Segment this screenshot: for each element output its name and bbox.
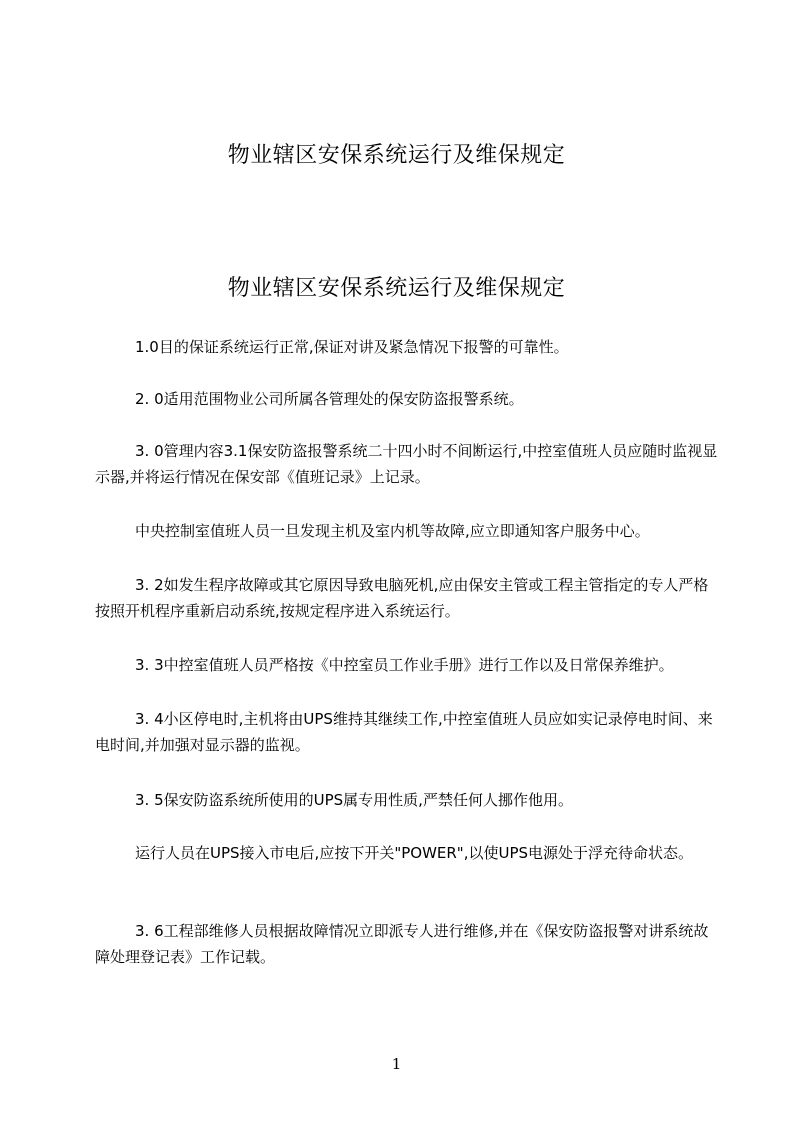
- paragraph-management-3-5: 3. 5保安防盗系统所使用的UPS属专用性质,严禁任何人挪作他用。: [135, 791, 573, 809]
- paragraph-scope: 2. 0适用范围物业公司所属各管理处的保安防盗报警系统。: [135, 390, 524, 408]
- document-title-main: 物业辖区安保系统运行及维保规定: [227, 276, 566, 301]
- paragraph-purpose: 1.0目的保证系统运行正常,保证对讲及紧急情况下报警的可靠性。: [135, 338, 569, 356]
- paragraph-management-3-4: 3. 4小区停电时,主机将由UPS维持其继续工作,中控室值班人员应如实记录停电时间、来电时间,并加强对显示器的监视。: [95, 710, 713, 754]
- paragraph-management-3-2: 3. 2如发生程序故障或其它原因导致电脑死机,应由保安主管或工程主管指定的专人严格按照开机程序重新启动系统,按规定程序进入系统运行。: [95, 576, 709, 620]
- paragraph-fault-notice: 中央控制室值班人员一旦发现主机及室内机等故障,应立即通知客户服务中心。: [135, 522, 650, 540]
- paragraph-management-3-3: 3. 3中控室值班人员严格按《中控室员工作业手册》进行工作以及日常保养维护。: [135, 656, 674, 674]
- paragraph-management-3-6: 3. 6工程部维修人员根据故障情况立即派专人进行维修,并在《保安防盗报警对讲系统故障处理登记表》工作记载。: [95, 922, 709, 966]
- paragraph-ups-power: 运行人员在UPS接入市电后,应按下开关"POWER",以使UPS电源处于浮充待命状态。: [135, 844, 694, 862]
- document-title-top: 物业辖区安保系统运行及维保规定: [227, 143, 566, 168]
- page-number: 1: [391, 1055, 402, 1073]
- paragraph-management-3-1: 3. 0管理内容3.1保安防盗报警系统二十四小时不间断运行,中控室值班人员应随时监视显示器,并将运行情况在保安部《值班记录》上记录。: [95, 442, 718, 486]
